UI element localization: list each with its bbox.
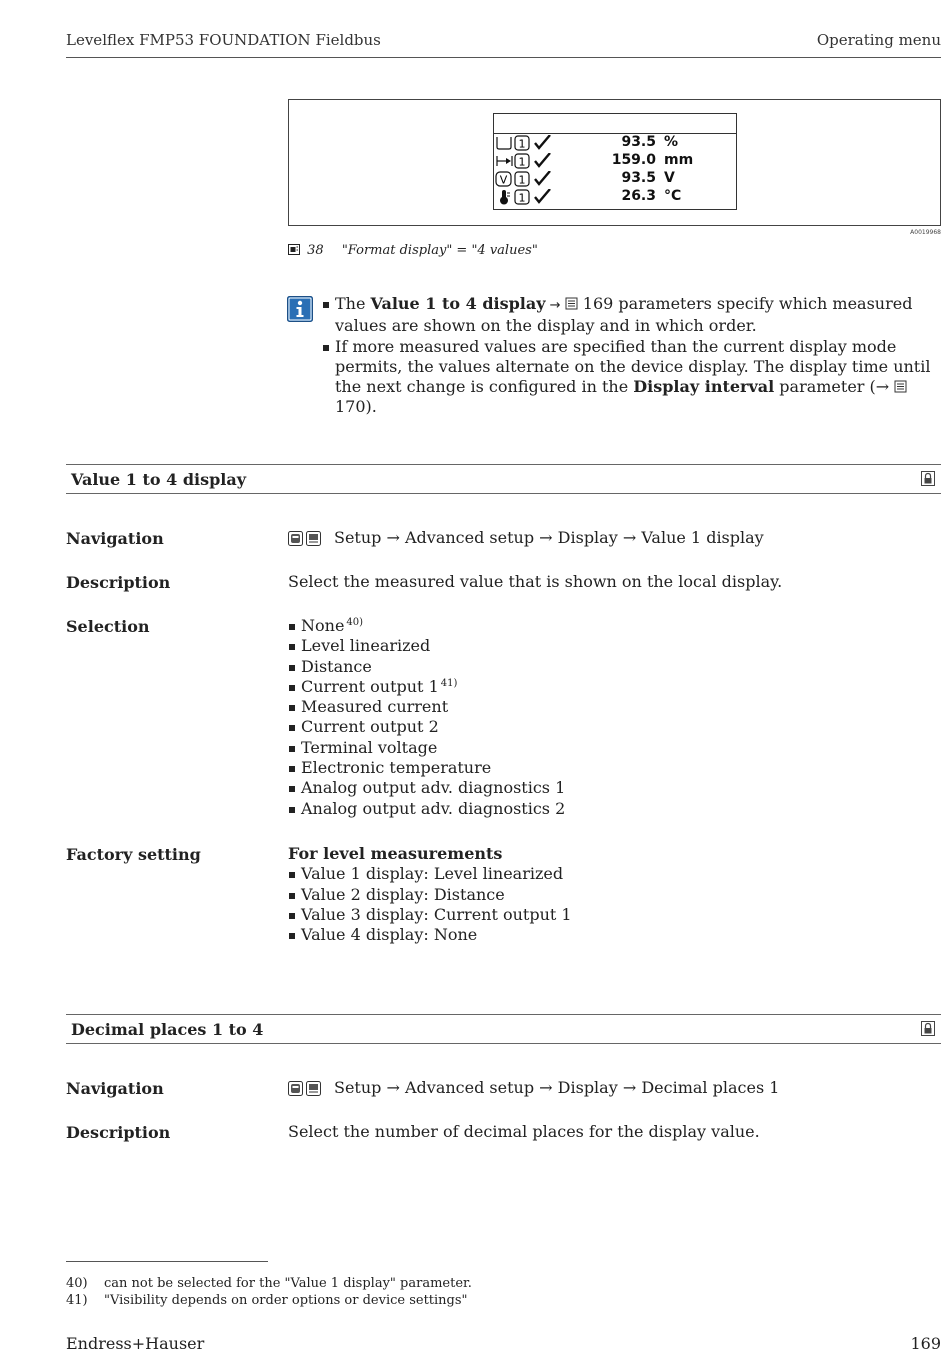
page-reference-icon bbox=[894, 380, 907, 393]
header-title: Levelflex FMP53 FOUNDATION Fieldbus bbox=[66, 31, 381, 49]
lcd-unit: °C bbox=[664, 188, 682, 204]
header-section: Operating menu bbox=[816, 31, 941, 49]
temperature-check-icon bbox=[495, 189, 553, 205]
figure-code: A0019968 bbox=[910, 229, 941, 236]
caption-text: "Format display" = "4 values" bbox=[341, 243, 538, 258]
distance-check-icon bbox=[495, 153, 553, 169]
description-label: Description bbox=[66, 573, 171, 592]
footer-brand: Endress+Hauser bbox=[66, 1334, 205, 1353]
footnote: 40) can not be selected for the "Value 1 display" parameter. bbox=[66, 1276, 472, 1291]
info-item: If more measured values are specified than the current display mode permits, the values alternate on the device display. The display time until the next change is configured in the Display interval parameter (→ 170). bbox=[321, 337, 936, 418]
lcd-row bbox=[494, 170, 736, 188]
lcd-display bbox=[493, 113, 737, 210]
info-note bbox=[321, 294, 936, 418]
figure-caption bbox=[288, 243, 538, 258]
section-title: Decimal places 1 to 4 bbox=[71, 1020, 264, 1039]
lcd-value: 93.5 bbox=[621, 134, 656, 150]
lcd-unit: mm bbox=[664, 152, 694, 168]
lcd-row bbox=[494, 152, 736, 170]
selection-label: Selection bbox=[66, 617, 150, 636]
lcd-value: 93.5 bbox=[621, 170, 656, 186]
navigation-label: Navigation bbox=[66, 529, 164, 548]
svg-text:1: 1 bbox=[518, 155, 526, 169]
list-item: Distance bbox=[287, 657, 887, 677]
description-text: Select the measured value that is shown on the local display. bbox=[288, 572, 783, 591]
lcd-header-bar bbox=[494, 114, 736, 134]
list-item: Electronic temperature bbox=[287, 758, 887, 778]
section-title: Value 1 to 4 display bbox=[71, 470, 247, 489]
svg-text:1: 1 bbox=[518, 137, 526, 151]
factory-setting-block bbox=[288, 844, 888, 945]
lock-icon bbox=[921, 1021, 935, 1036]
description-label: Description bbox=[66, 1123, 171, 1142]
display-figure bbox=[288, 99, 941, 226]
lcd-row bbox=[494, 188, 736, 206]
lcd-unit: V bbox=[664, 170, 675, 186]
lcd-unit: % bbox=[664, 134, 679, 150]
lock-icon bbox=[921, 471, 935, 486]
svg-text:1: 1 bbox=[518, 173, 526, 187]
selection-list bbox=[287, 616, 887, 819]
list-item: Analog output adv. diagnostics 1 bbox=[287, 778, 887, 798]
header-rule bbox=[66, 57, 941, 58]
factory-setting-label: Factory setting bbox=[66, 845, 201, 864]
list-item: Value 1 display: Level linearized bbox=[287, 864, 888, 884]
info-item: The Value 1 to 4 display → 169 parameters specify which measured values are shown on the display and in which order. bbox=[321, 294, 936, 337]
svg-text:1: 1 bbox=[518, 191, 526, 205]
navigation-path: Setup → Advanced setup → Display → Decimal places 1 bbox=[288, 1078, 779, 1098]
list-item: Value 2 display: Distance bbox=[287, 885, 888, 905]
page-reference-icon bbox=[565, 297, 578, 310]
navigation-icons bbox=[288, 531, 322, 546]
description-text: Select the number of decimal places for the display value. bbox=[288, 1122, 760, 1141]
section-header-decimal-places bbox=[66, 1014, 941, 1044]
list-item: Measured current bbox=[287, 697, 887, 717]
voltage-check-icon bbox=[495, 171, 553, 187]
list-item: Current output 2 bbox=[287, 717, 887, 737]
list-item: Value 4 display: None bbox=[287, 925, 888, 945]
list-item: Analog output adv. diagnostics 2 bbox=[287, 799, 887, 819]
factory-setting-heading: For level measurements bbox=[288, 844, 503, 863]
section-header-value-display bbox=[66, 464, 941, 494]
svg-text:V: V bbox=[499, 173, 508, 187]
list-item: Current output 1 $^{41)}$ bbox=[287, 677, 887, 697]
list-item: Terminal voltage bbox=[287, 738, 887, 758]
list-item: None $^{40)}$ bbox=[287, 616, 887, 636]
page-number: 169 bbox=[910, 1334, 941, 1353]
list-item: Value 3 display: Current output 1 bbox=[287, 905, 888, 925]
list-item: Level linearized bbox=[287, 636, 887, 656]
caption-number: 38 bbox=[307, 243, 324, 258]
lcd-row bbox=[494, 134, 736, 152]
navigation-label: Navigation bbox=[66, 1079, 164, 1098]
navigation-path: Setup → Advanced setup → Display → Value 1 display bbox=[288, 528, 764, 548]
info-icon bbox=[287, 296, 313, 322]
lcd-value: 26.3 bbox=[621, 188, 656, 204]
lcd-value: 159.0 bbox=[611, 152, 656, 168]
footnote-rule bbox=[66, 1261, 268, 1262]
figure-icon bbox=[288, 244, 300, 255]
level-check-icon bbox=[495, 135, 553, 151]
footnote: 41) "Visibility depends on order options or device settings" bbox=[66, 1293, 468, 1308]
navigation-icons bbox=[288, 1081, 322, 1096]
